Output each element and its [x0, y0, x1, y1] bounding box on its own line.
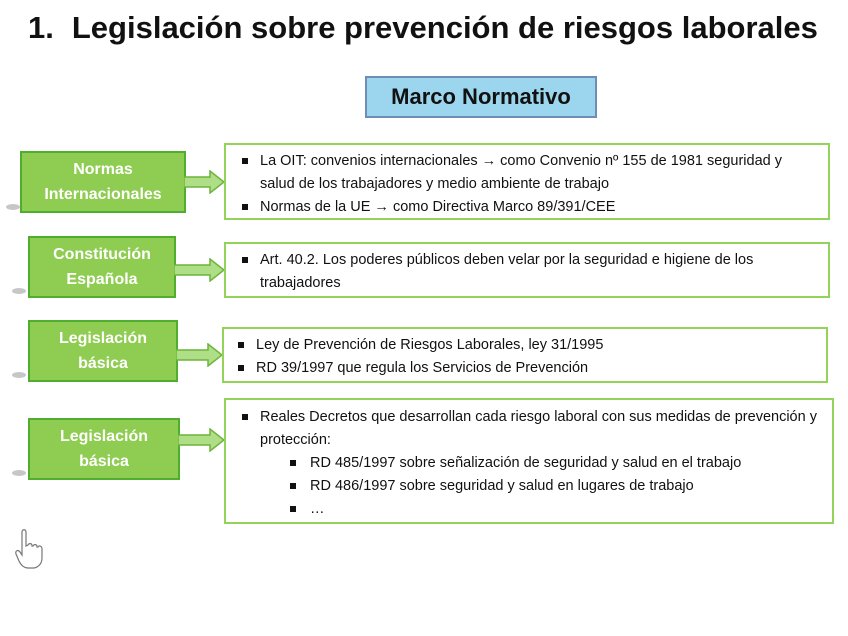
label-line: Normas: [73, 161, 133, 178]
title-text: Legislación sobre prevención de riesgos laborales: [71, 10, 818, 45]
label-line: básica: [79, 453, 129, 470]
list-item: Ley de Prevención de Riesgos Laborales, ley 31/1995: [230, 334, 818, 357]
page-title: [28, 10, 818, 46]
label-legislacion-basica: [28, 320, 178, 382]
list-item: RD 39/1997 que regula los Servicios de Prevención: [230, 357, 818, 380]
content-box-constitucion: [224, 242, 830, 298]
label-shadow: [12, 372, 26, 378]
label-line: Legislación: [59, 428, 149, 445]
label-normas-internacionales: [20, 151, 186, 213]
block-arrow-right-icon: [176, 343, 224, 367]
list-item: Reales Decretos que desarrollan cada riesgo laboral con sus medidas de prevención y protección:: [234, 406, 820, 452]
label-line: Internacionales: [44, 186, 162, 203]
sub-list-item: RD 486/1997 sobre seguridad y salud en lugares de trabajo: [234, 475, 820, 498]
hand-pointer-icon: [14, 528, 44, 570]
content-box-reales-decretos: [224, 398, 834, 524]
block-arrow-right-icon: [184, 170, 226, 194]
block-arrow-right-icon: [174, 258, 226, 282]
marco-normativo-header: Marco Normativo: [365, 76, 597, 118]
sub-list-item: RD 485/1997 sobre señalización de seguridad y salud en el trabajo: [234, 452, 820, 475]
label-line: Constitución: [53, 246, 151, 263]
label-legislacion-basica-2: [28, 418, 180, 480]
list-item: Normas de la UE → como Directiva Marco 89/391/CEE: [234, 196, 820, 219]
label-constitucion-espanola: [28, 236, 176, 298]
list-item: La OIT: convenios internacionales → como Convenio nº 155 de 1981 seguridad y salud de los trabajadores y medio ambiente de trabajo: [234, 150, 820, 196]
list-item: Art. 40.2. Los poderes públicos deben velar por la seguridad e higiene de los trabajadores: [234, 249, 820, 295]
label-shadow: [6, 204, 20, 210]
content-box-normas-internacionales: [224, 143, 830, 220]
block-arrow-right-icon: [178, 428, 226, 452]
label-line: Legislación: [58, 330, 148, 347]
label-shadow: [12, 470, 26, 476]
label-shadow: [12, 288, 26, 294]
title-number: 1.: [28, 10, 54, 45]
label-line: Española: [66, 271, 138, 288]
label-line: básica: [78, 355, 128, 372]
content-box-legislacion-basica: [222, 327, 828, 383]
sub-list-item: …: [234, 498, 820, 521]
